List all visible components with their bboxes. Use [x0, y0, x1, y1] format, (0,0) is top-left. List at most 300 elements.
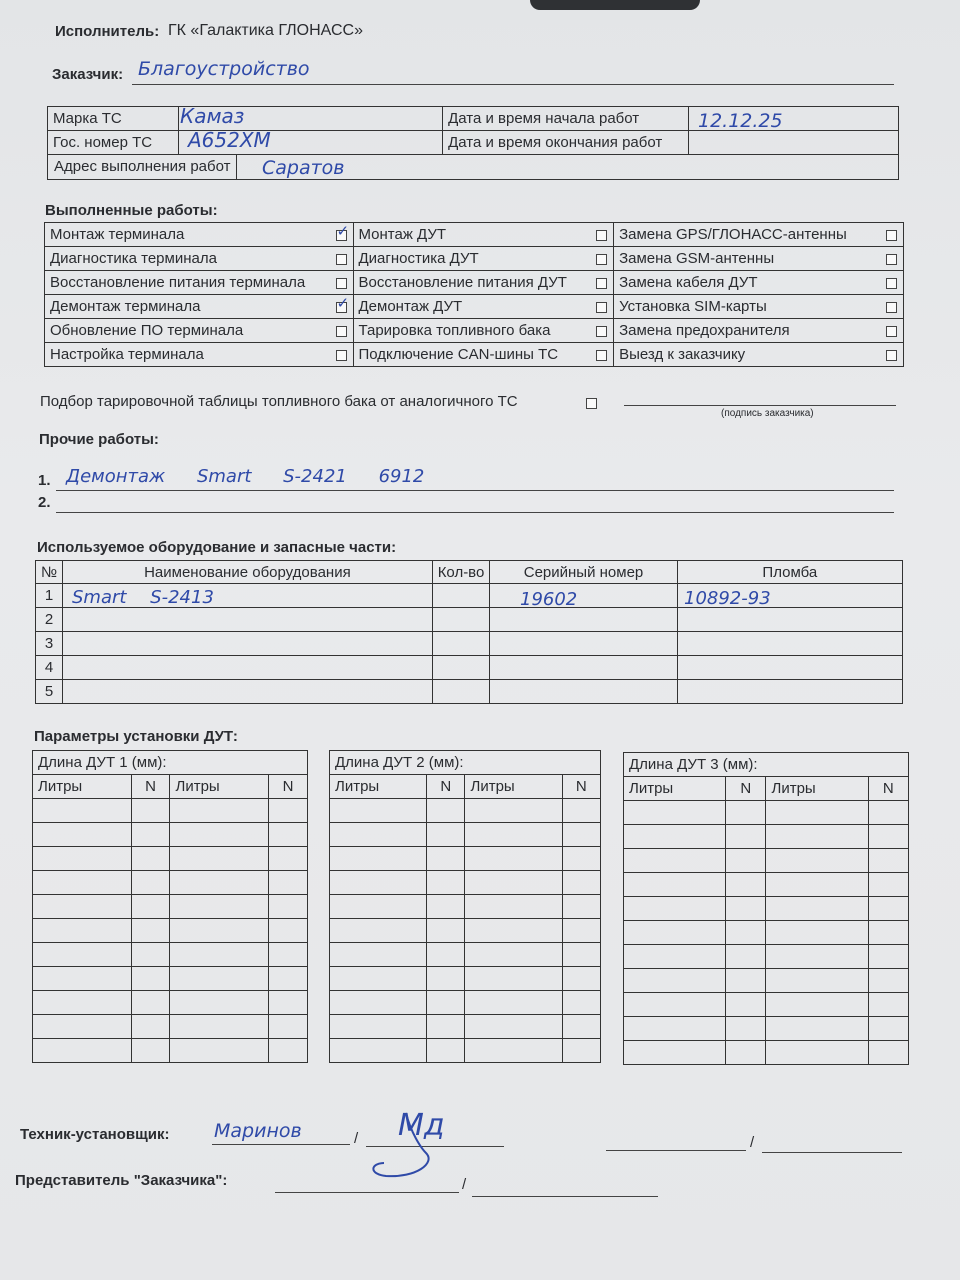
dut-row: [624, 849, 909, 873]
dut-cell: [726, 825, 766, 849]
extra-name-line: [606, 1150, 746, 1151]
dut-cell: [427, 895, 465, 919]
work-item-checkbox-cell: [324, 271, 353, 295]
dut-cell: [868, 1017, 908, 1041]
dut-row: [624, 897, 909, 921]
dut-cell: [170, 823, 269, 847]
dut-cell: [624, 825, 726, 849]
work-item-checkbox-cell: [874, 271, 903, 295]
dut-cell: [330, 847, 427, 871]
dut-cell: [624, 1041, 726, 1065]
dut-row: [624, 873, 909, 897]
work-item-checkbox-cell: [324, 295, 353, 319]
dut-cell: [427, 823, 465, 847]
equipment-cell-qty: [432, 632, 490, 656]
work-item-checkbox-cell: [874, 247, 903, 271]
equipment-row: [36, 632, 903, 656]
dut-cell: [33, 799, 132, 823]
brand-value: Камаз: [180, 104, 245, 128]
dut-cell: [868, 945, 908, 969]
extra-signature-line: [762, 1152, 902, 1153]
equipment-row-1-seal: 10892-93: [684, 588, 771, 609]
dut-cell: [269, 943, 308, 967]
dut-col-header: N: [562, 775, 600, 799]
work-item-label: Замена предохранителя: [614, 319, 875, 343]
work-item-label: Обновление ПО терминала: [45, 319, 324, 343]
other-item-2-num: 2.: [38, 494, 51, 511]
dut-cell: [330, 991, 427, 1015]
dut-cell: [624, 969, 726, 993]
dut-cell: [330, 895, 427, 919]
equipment-cell-seal: [677, 632, 902, 656]
dut-cell: [562, 895, 600, 919]
dut-row: [330, 799, 601, 823]
work-item-checkbox-cell: [585, 271, 614, 295]
work-item-checkbox[interactable]: [336, 230, 347, 241]
dut-cell: [766, 1017, 868, 1041]
dut-col-header: Литры: [33, 775, 132, 799]
dut-cell: [766, 897, 868, 921]
work-item-label: Диагностика ДУТ: [353, 247, 585, 271]
customer-rep-slash: /: [462, 1176, 467, 1193]
other-item-1-value: Демонтаж Smart S-2421 6912: [66, 466, 425, 487]
work-item-label: Восстановление питания терминала: [45, 271, 324, 295]
technician-name: Маринов: [214, 1120, 302, 1142]
dut-row: [624, 993, 909, 1017]
dut-cell: [465, 871, 562, 895]
dut-row: [624, 1017, 909, 1041]
dut-cell: [726, 849, 766, 873]
dut-title: Параметры установки ДУТ:: [34, 728, 238, 745]
work-item-checkbox[interactable]: [886, 302, 897, 313]
work-item-label: Демонтаж терминала: [45, 295, 324, 319]
dut-length-title: Длина ДУТ 3 (мм):: [624, 753, 909, 777]
dut-cell: [562, 943, 600, 967]
work-item-checkbox[interactable]: [886, 230, 897, 241]
dut-cell: [465, 895, 562, 919]
dut-cell: [427, 799, 465, 823]
dut-cell: [170, 1015, 269, 1039]
equipment-cell-name: [63, 632, 433, 656]
dut-cell: [726, 993, 766, 1017]
dut-row: [33, 847, 308, 871]
work-item-checkbox-cell: [585, 343, 614, 367]
dut-cell: [427, 943, 465, 967]
dut-cell: [624, 897, 726, 921]
dut-cell: [170, 943, 269, 967]
customer-rep-signature-line: [472, 1196, 658, 1197]
dut-row: [330, 871, 601, 895]
work-item-label: Восстановление питания ДУТ: [353, 271, 585, 295]
dut-cell: [726, 921, 766, 945]
work-item-label: Диагностика терминала: [45, 247, 324, 271]
dut-row: [33, 1039, 308, 1063]
equipment-cell-qty: [432, 680, 490, 704]
dut-cell: [330, 919, 427, 943]
work-item-checkbox-cell: [585, 247, 614, 271]
dut-length-title: Длина ДУТ 1 (мм):: [33, 751, 308, 775]
start-value: 12.12.25: [698, 110, 783, 132]
dut-cell: [766, 873, 868, 897]
work-item-checkbox[interactable]: [886, 278, 897, 289]
equipment-cell-name: [63, 680, 433, 704]
dut-cell: [330, 1039, 427, 1063]
dut-cell: [269, 871, 308, 895]
work-item-label: Тарировка топливного бака: [353, 319, 585, 343]
dut-row: [330, 895, 601, 919]
equipment-header-cell: Кол-во: [432, 561, 490, 584]
customer-signature-line: [624, 405, 896, 406]
dut-cell: [427, 847, 465, 871]
equipment-title: Используемое оборудование и запасные части:: [37, 539, 397, 556]
equipment-cell-name: [63, 608, 433, 632]
work-item-checkbox[interactable]: [596, 278, 607, 289]
customer-rep-label: Представитель "Заказчика":: [15, 1172, 228, 1189]
signature-stroke: [366, 1108, 466, 1188]
equipment-cell-serial: [490, 680, 677, 704]
dut-cell: [465, 919, 562, 943]
dut-cell: [427, 1039, 465, 1063]
dut-row: [33, 943, 308, 967]
dut-cell: [33, 895, 132, 919]
dut-cell: [131, 1015, 170, 1039]
equipment-cell-num: 5: [36, 680, 63, 704]
dut-row: [330, 991, 601, 1015]
dut-col-header: N: [868, 777, 908, 801]
dut-cell: [427, 1015, 465, 1039]
dut-cell: [562, 847, 600, 871]
equipment-cell-qty: [432, 656, 490, 680]
dut-cell: [269, 1039, 308, 1063]
dut-cell: [33, 847, 132, 871]
dut-cell: [562, 823, 600, 847]
dut-row: [330, 919, 601, 943]
clipboard-clip: [530, 0, 700, 10]
address-value: Саратов: [262, 157, 345, 179]
dut-cell: [427, 871, 465, 895]
dut-cell: [131, 1039, 170, 1063]
dut-col-header: Литры: [766, 777, 868, 801]
dut-col-header: Литры: [330, 775, 427, 799]
equipment-row-1-serial: 19602: [520, 589, 578, 610]
dut-cell: [131, 823, 170, 847]
dut-cell: [624, 921, 726, 945]
dut-cell: [868, 993, 908, 1017]
work-item-checkbox-cell: [324, 223, 353, 247]
dut-row: [33, 991, 308, 1015]
calibration-label: Подбор тарировочной таблицы топливного бака от аналогичного ТС: [40, 393, 518, 410]
work-item-checkbox[interactable]: [336, 302, 347, 313]
dut-cell: [33, 967, 132, 991]
dut-cell: [465, 967, 562, 991]
dut-cell: [33, 991, 132, 1015]
dut-cell: [330, 1015, 427, 1039]
address-label: Адрес выполнения работ: [48, 155, 237, 179]
work-item-checkbox[interactable]: [596, 326, 607, 337]
dut-cell: [624, 945, 726, 969]
equipment-cell-serial: [490, 656, 677, 680]
dut-cell: [868, 873, 908, 897]
work-item-label: Настройка терминала: [45, 343, 324, 367]
equipment-header-cell: Наименование оборудования: [63, 561, 433, 584]
dut-cell: [427, 991, 465, 1015]
plate-value: А652ХМ: [188, 128, 271, 152]
dut-cell: [624, 801, 726, 825]
work-item-checkbox-cell: [874, 319, 903, 343]
work-item-checkbox[interactable]: [596, 254, 607, 265]
work-item-checkbox[interactable]: [886, 254, 897, 265]
executor-value: ГК «Галактика ГЛОНАСС»: [168, 22, 363, 39]
dut-row: [33, 967, 308, 991]
dut-cell: [170, 799, 269, 823]
work-item-checkbox-cell: [874, 295, 903, 319]
dut-col-header: Литры: [624, 777, 726, 801]
start-label: Дата и время начала работ: [443, 107, 689, 131]
dut-cell: [269, 847, 308, 871]
dut-cell: [33, 1015, 132, 1039]
customer-value: Благоустройство: [138, 58, 310, 80]
dut-cell: [624, 873, 726, 897]
equipment-row: [36, 608, 903, 632]
dut-cell: [726, 873, 766, 897]
works-table: [44, 222, 904, 367]
dut-cell: [766, 945, 868, 969]
dut-row: [330, 1015, 601, 1039]
dut-row: [33, 895, 308, 919]
other-title: Прочие работы:: [39, 431, 159, 448]
dut-cell: [131, 895, 170, 919]
work-item-checkbox-cell: [585, 223, 614, 247]
dut-row: [624, 1041, 909, 1065]
dut-cell: [330, 943, 427, 967]
dut-row: [33, 871, 308, 895]
equipment-row: [36, 656, 903, 680]
work-item-checkbox-cell: [585, 295, 614, 319]
work-item-label: Монтаж ДУТ: [353, 223, 585, 247]
dut-cell: [726, 897, 766, 921]
dut-col-header: Литры: [170, 775, 269, 799]
dut-cell: [726, 801, 766, 825]
work-item-checkbox[interactable]: [336, 326, 347, 337]
equipment-header-cell: №: [36, 561, 63, 584]
dut-cell: [33, 871, 132, 895]
equipment-cell-qty: [432, 608, 490, 632]
dut-cell: [562, 967, 600, 991]
equipment-cell-serial: [490, 584, 677, 608]
dut-row: [624, 945, 909, 969]
dut-cell: [562, 799, 600, 823]
dut-cell: [131, 799, 170, 823]
dut-cell: [766, 921, 868, 945]
dut-cell: [269, 823, 308, 847]
equipment-row: [36, 680, 903, 704]
dut-cell: [269, 919, 308, 943]
dut-cell: [131, 847, 170, 871]
other-item-2-line: [56, 512, 894, 513]
other-item-1-num: 1.: [38, 472, 51, 489]
dut-cell: [170, 1039, 269, 1063]
end-label: Дата и время окончания работ: [443, 131, 689, 155]
equipment-cell-seal: [677, 608, 902, 632]
work-item-checkbox-cell: [324, 343, 353, 367]
dut-cell: [766, 969, 868, 993]
customer-rep-name-line: [275, 1192, 459, 1193]
work-item-checkbox-cell: [585, 319, 614, 343]
work-item-checkbox[interactable]: [336, 350, 347, 361]
work-item-checkbox-cell: [874, 223, 903, 247]
dut-cell: [766, 993, 868, 1017]
dut-cell: [465, 847, 562, 871]
address-row: [48, 155, 899, 180]
dut-cell: [766, 801, 868, 825]
work-item-label: Замена GPS/ГЛОНАСС-антенны: [614, 223, 875, 247]
dut-cell: [868, 1041, 908, 1065]
extra-slash: /: [750, 1134, 755, 1151]
work-item-checkbox-cell: [324, 319, 353, 343]
equipment-cell-name: [63, 656, 433, 680]
dut-cell: [465, 823, 562, 847]
dut-row: [624, 921, 909, 945]
work-item-checkbox-cell: [874, 343, 903, 367]
dut-cell: [330, 799, 427, 823]
dut-cell: [131, 871, 170, 895]
dut-table-1: [32, 750, 308, 1063]
dut-cell: [131, 991, 170, 1015]
equipment-cell-num: 4: [36, 656, 63, 680]
dut-cell: [624, 993, 726, 1017]
dut-table-3: [623, 752, 909, 1065]
dut-cell: [465, 991, 562, 1015]
dut-cell: [726, 1017, 766, 1041]
dut-cell: [868, 921, 908, 945]
dut-cell: [170, 871, 269, 895]
dut-row: [624, 969, 909, 993]
calibration-checkbox[interactable]: [586, 398, 597, 409]
dut-cell: [868, 897, 908, 921]
dut-cell: [562, 991, 600, 1015]
equipment-cell-num: 3: [36, 632, 63, 656]
dut-row: [330, 943, 601, 967]
executor-label: Исполнитель:: [55, 23, 160, 40]
brand-label: Марка ТС: [48, 107, 179, 131]
equipment-cell-seal: [677, 680, 902, 704]
work-item-label: Замена GSM-антенны: [614, 247, 875, 271]
work-item-label: Установка SIM-карты: [614, 295, 875, 319]
dut-cell: [624, 849, 726, 873]
work-item-label: Демонтаж ДУТ: [353, 295, 585, 319]
dut-cell: [726, 1041, 766, 1065]
work-item-label: Подключение CAN-шины ТС: [353, 343, 585, 367]
dut-cell: [868, 849, 908, 873]
dut-cell: [269, 1015, 308, 1039]
dut-cell: [330, 967, 427, 991]
dut-cell: [131, 919, 170, 943]
work-item-checkbox[interactable]: [886, 326, 897, 337]
dut-cell: [766, 825, 868, 849]
dut-row: [33, 823, 308, 847]
dut-row: [330, 967, 601, 991]
dut-cell: [562, 1039, 600, 1063]
equipment-cell-num: 2: [36, 608, 63, 632]
dut-cell: [131, 943, 170, 967]
dut-row: [330, 847, 601, 871]
dut-cell: [269, 967, 308, 991]
dut-row: [624, 825, 909, 849]
dut-cell: [465, 1039, 562, 1063]
dut-cell: [269, 895, 308, 919]
dut-table-2: [329, 750, 601, 1063]
technician-label: Техник-установщик:: [20, 1126, 170, 1143]
dut-cell: [726, 945, 766, 969]
equipment-table: [35, 560, 903, 704]
dut-cell: [562, 919, 600, 943]
work-item-checkbox-cell: [324, 247, 353, 271]
work-item-checkbox[interactable]: [596, 230, 607, 241]
dut-col-header: N: [726, 777, 766, 801]
dut-cell: [170, 919, 269, 943]
dut-cell: [427, 919, 465, 943]
equipment-cell-num: 1: [36, 584, 63, 608]
dut-cell: [269, 991, 308, 1015]
dut-cell: [868, 825, 908, 849]
customer-label: Заказчик:: [52, 66, 124, 83]
dut-cell: [868, 801, 908, 825]
dut-cell: [170, 991, 269, 1015]
work-item-checkbox[interactable]: [336, 254, 347, 265]
dut-cell: [131, 967, 170, 991]
work-item-checkbox[interactable]: [596, 350, 607, 361]
work-item-checkbox[interactable]: [596, 302, 607, 313]
dut-col-header: Литры: [465, 775, 562, 799]
dut-cell: [766, 849, 868, 873]
dut-cell: [33, 919, 132, 943]
plate-label: Гос. номер ТС: [48, 131, 179, 155]
dut-length-title: Длина ДУТ 2 (мм):: [330, 751, 601, 775]
dut-cell: [465, 799, 562, 823]
equipment-header-cell: Пломба: [677, 561, 902, 584]
equipment-cell-qty: [432, 584, 490, 608]
customer-line: [132, 84, 894, 85]
dut-cell: [269, 799, 308, 823]
works-title: Выполненные работы:: [45, 202, 218, 219]
equipment-cell-serial: [490, 608, 677, 632]
dut-cell: [868, 969, 908, 993]
other-item-1-line: [56, 490, 894, 491]
dut-col-header: N: [131, 775, 170, 799]
dut-cell: [170, 895, 269, 919]
dut-cell: [33, 823, 132, 847]
dut-row: [33, 799, 308, 823]
work-item-checkbox[interactable]: [336, 278, 347, 289]
dut-col-header: N: [427, 775, 465, 799]
work-item-label: Монтаж терминала: [45, 223, 324, 247]
equipment-cell-seal: [677, 656, 902, 680]
end-value: [689, 131, 899, 155]
dut-cell: [330, 871, 427, 895]
dut-cell: [562, 1015, 600, 1039]
dut-cell: [562, 871, 600, 895]
equipment-row-1-name: Smart S-2413: [72, 587, 214, 608]
equipment-cell-serial: [490, 632, 677, 656]
dut-row: [330, 823, 601, 847]
work-item-label: Замена кабеля ДУТ: [614, 271, 875, 295]
dut-cell: [330, 823, 427, 847]
work-item-checkbox[interactable]: [886, 350, 897, 361]
equipment-header-cell: Серийный номер: [490, 561, 677, 584]
work-item-label: Выезд к заказчику: [614, 343, 875, 367]
dut-cell: [33, 943, 132, 967]
dut-cell: [465, 1015, 562, 1039]
